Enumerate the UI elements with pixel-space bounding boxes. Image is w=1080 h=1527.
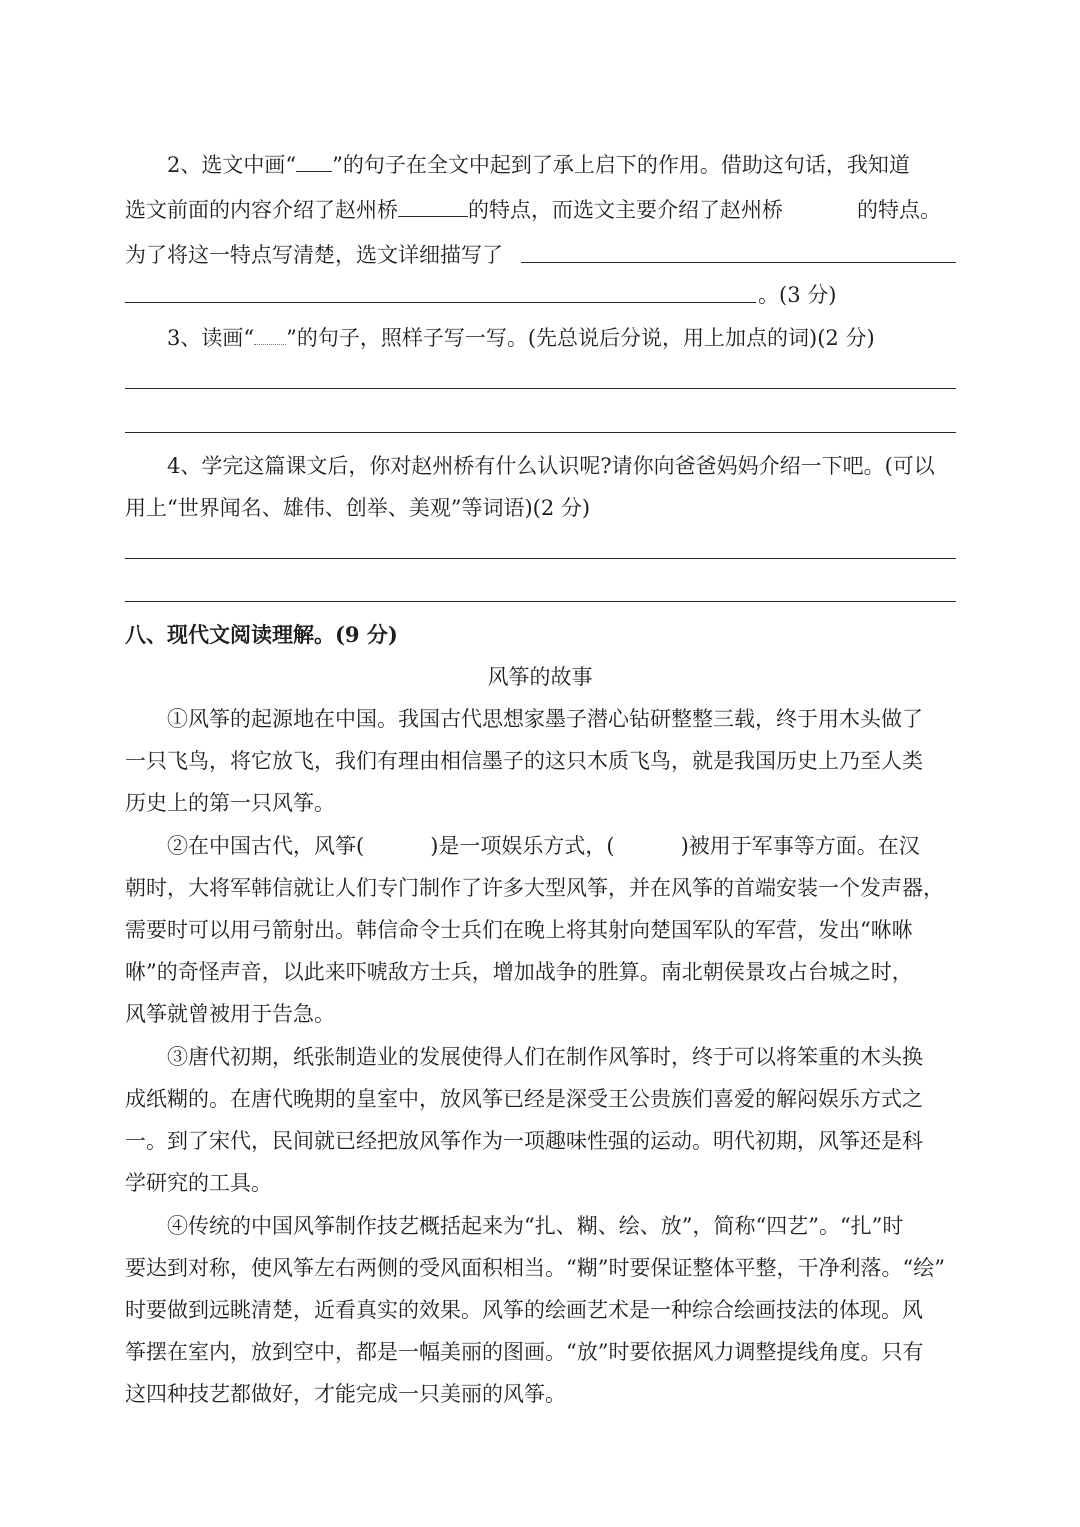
q2-line-3: 为了将这一特点写清楚，选文详细描写了 — [125, 243, 503, 267]
p2-line-4: 咻”的奇怪声音，以此来吓唬敌方士兵，增加战争的胜算。南北朝侯景攻占台城之时， — [125, 960, 913, 984]
p4-line-5: 这四种技艺都做好，才能完成一只美丽的风筝。 — [125, 1382, 566, 1406]
answer-line-q2-b[interactable] — [125, 302, 756, 303]
answer-line-q2-a[interactable] — [521, 262, 956, 263]
p4-line-3: 时要做到远眺清楚，近看真实的效果。风筝的绘画艺术是一种综合绘画技法的体现。风 — [125, 1298, 923, 1322]
q4-line-1: 4、学完这篇课文后，你对赵州桥有什么认识呢?请你向爸爸妈妈介绍一下吧。(可以 — [167, 454, 935, 478]
p1-line-2: 一只飞鸟，将它放飞，我们有理由相信墨子的这只木质飞鸟，就是我国历史上乃至人类 — [125, 749, 923, 773]
p2-line-2: 朝时，大将军韩信就让人们专门制作了许多大型风筝，并在风筝的首端安装一个发声器， — [125, 876, 944, 900]
q4-line-2: 用上“世界闻名、雄伟、创举、美观”等词语)(2 分) — [125, 496, 591, 520]
line-marker-sample — [296, 151, 332, 172]
section-heading: 八、现代文阅读理解。(9 分) — [125, 622, 398, 647]
p3-line-3: 一。到了宋代，民间就已经把放风筝作为一项趣味性强的运动。明代初期，风筝还是科 — [125, 1129, 923, 1153]
dotted-line-marker-sample — [254, 324, 286, 345]
p3-line-1: ③唐代初期，纸张制造业的发展使得人们在制作风筝时，终于可以将笨重的木头换 — [167, 1045, 923, 1069]
answer-line-q3-a[interactable] — [125, 388, 956, 389]
answer-line-q4-a[interactable] — [125, 558, 956, 559]
answer-line-q3-b[interactable] — [125, 432, 956, 433]
p4-line-1: ④传统的中国风筝制作技艺概括起来为“扎、糊、绘、放”，简称“四艺”。“扎”时 — [167, 1214, 904, 1238]
p4-line-2: 要达到对称，使风筝左右两侧的受风面积相当。“糊”时要保证整体平整，干净利落。“绘” — [125, 1256, 945, 1280]
p2-line-1: ②在中国古代，风筝( )是一项娱乐方式，( )被用于军事等方面。在汉 — [167, 834, 920, 858]
p2-line-3: 需要时可以用弓箭射出。韩信命令士兵们在晚上将其射向楚国军队的军营，发出“咻咻 — [125, 918, 913, 942]
p4-line-4: 筝摆在室内，放到空中，都是一幅美丽的图画。“放”时要依据风力调整提线角度。只有 — [125, 1340, 924, 1364]
q2-line-2: 选文前面的内容介绍了赵州桥 的特点，而选文主要介绍了赵州桥 的特点。 — [125, 198, 941, 222]
answer-line-q4-b[interactable] — [125, 601, 956, 602]
q3-line-1: 3、读画“ ”的句子，照样子写一写。(先总说后分说，用上加点的词)(2 分) — [167, 326, 875, 350]
answer-blank-feature-1[interactable] — [398, 196, 468, 217]
p3-line-4: 学研究的工具。 — [125, 1171, 272, 1195]
p3-line-2: 成纸糊的。在唐代晚期的皇室中，放风筝已经是深受王公贵族们喜爱的解闷娱乐方式之 — [125, 1087, 923, 1111]
passage-title: 风筝的故事 — [487, 665, 593, 689]
p1-line-3: 历史上的第一只风筝。 — [125, 791, 335, 815]
p2-line-5: 风筝就曾被用于告急。 — [125, 1002, 335, 1026]
p1-line-1: ①风筝的起源地在中国。我国古代思想家墨子潜心钻研整整三载，终于用木头做了 — [167, 707, 923, 731]
q2-line-1: 2、选文中画“ ”的句子在全文中起到了承上启下的作用。借助这句话，我知道 — [167, 153, 910, 177]
q2-score: 。(3 分) — [758, 283, 837, 307]
